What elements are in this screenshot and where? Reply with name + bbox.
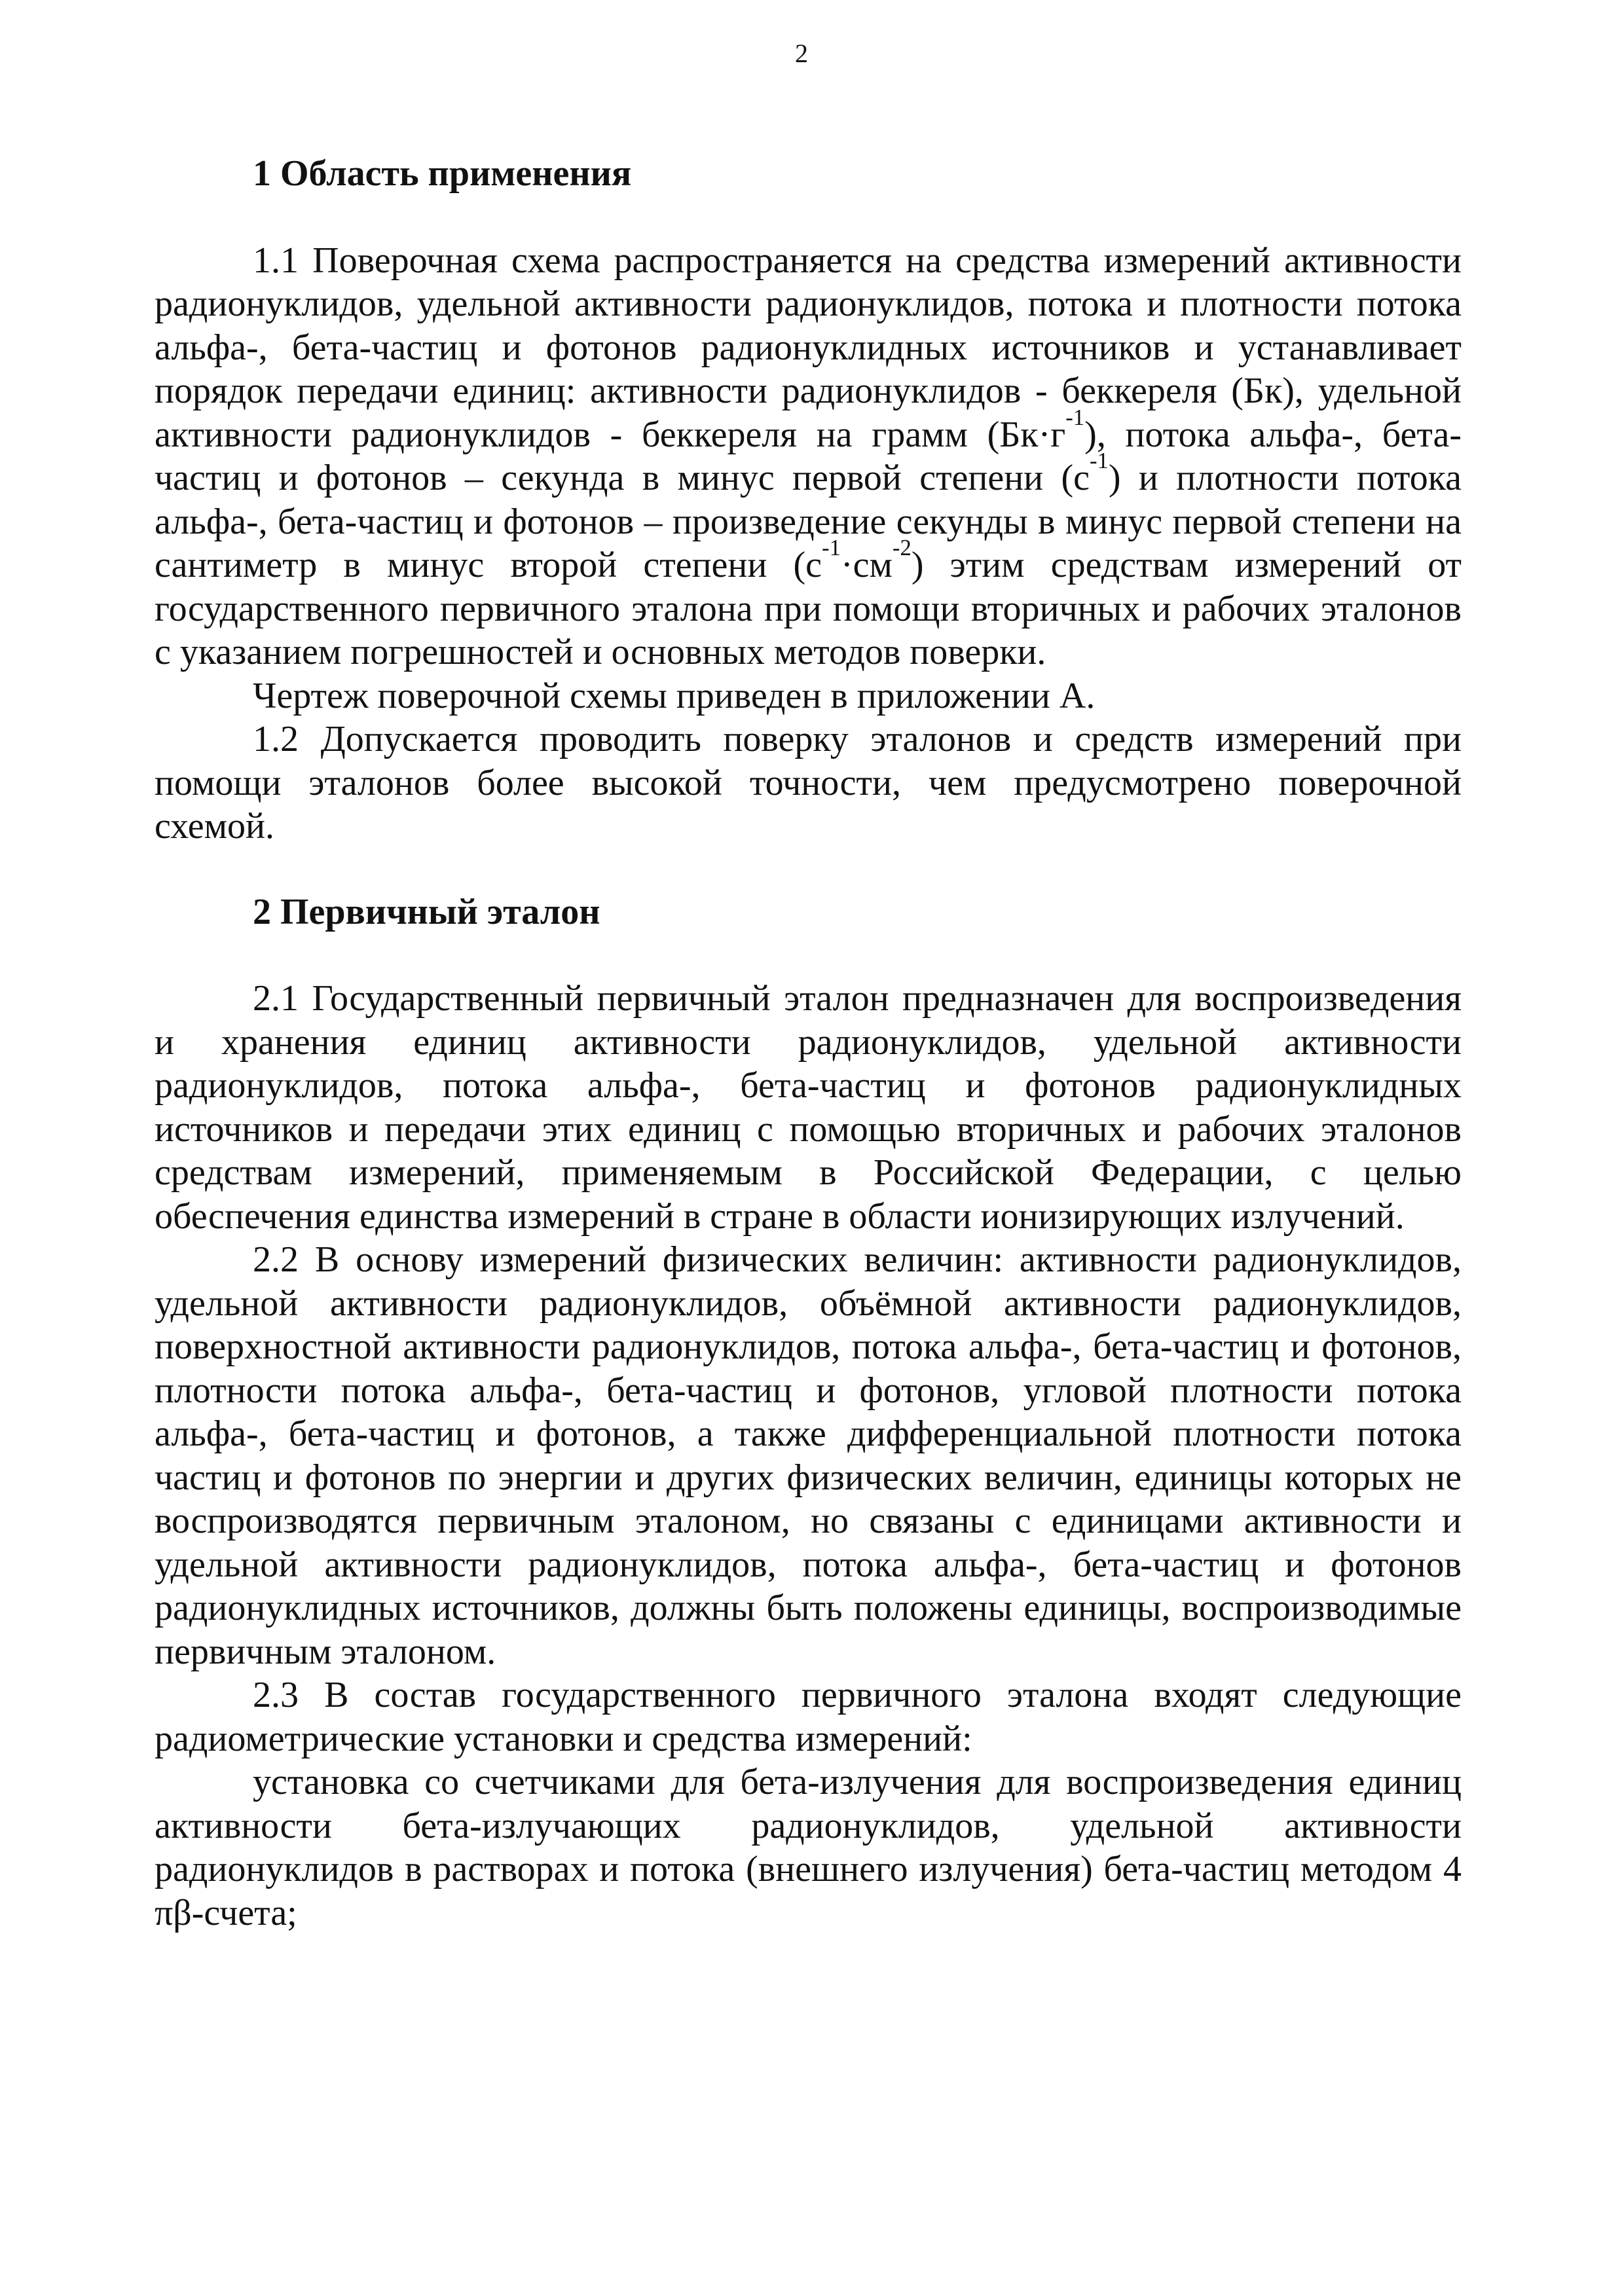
paragraph-1-1-text-b: ), потока альфа-, бета-частиц и фотонов – секунда в минус первой степени (с	[155, 414, 1462, 498]
paragraph-2-3: 2.3 В состав государственного первичного эталона входят следующие радиометрические установки и средства измерений:	[155, 1675, 1462, 1759]
section-1-heading: 1 Область применения	[253, 153, 632, 194]
superscript-cm-exp: -2	[892, 535, 912, 561]
paragraph-1-1-text-d: ·см	[840, 545, 893, 585]
paragraph-1-1-text-a: 1.1 Поверочная схема распространяется на средства измерений активности радионуклидов, удельной активности радионуклидов, потока и плотности потока альфа-, бета-частиц и фотонов радионуклидных источников и устанавливает порядок передачи единиц: активности радионуклидов - беккереля (Бк), удельной активности радионуклидов - беккереля на грамм (Бк·г	[155, 240, 1462, 455]
paragraph-1-2: 1.2 Допускается проводить поверку эталонов и средств измерений при помощи эталонов более высокой точности, чем предусмотрено поверочной схемой.	[155, 719, 1462, 847]
superscript-s-exp-2: -1	[822, 535, 841, 561]
paragraph-2-1: 2.1 Государственный первичный эталон предназначен для воспроизведения и хранения единиц активности радионуклидов, удельной активности радионуклидов, потока альфа-, бета-частиц и фотонов радионуклидных источников и передачи этих единиц с помощью вторичных и рабочих эталонов средствам измерений, применяемым в Российской Федерации, с целью обеспечения единства измерений в стране в области ионизирующих излучений.	[155, 978, 1462, 1237]
page-content	[155, 152, 1462, 1935]
paragraph-2-2: 2.2 В основу измерений физических величин: активности радионуклидов, удельной активности радионуклидов, объёмной активности радионуклидов, поверхностной активности радионуклидов, потока альфа-, бета-частиц и фотонов, плотности потока альфа-, бета-частиц и фотонов, угловой плотности потока альфа-, бета-частиц и фотонов, а также дифференциальной плотности потока частиц и фотонов по энергии и других физических величин, единицы которых не воспроизводятся первичным эталоном, но связаны с единицами активности и удельной активности радионуклидов, потока альфа-, бета-частиц и фотонов радионуклидных источников, должны быть положены единицы, воспроизводимые первичным эталоном.	[155, 1239, 1462, 1672]
paragraph-installation: установка со счетчиками для бета-излучения для воспроизведения единиц активности бета-излучающих радионуклидов, удельной активности радионуклидов в растворах и потока (внешнего излучения) бета-частиц методом 4 πβ-счета;	[155, 1762, 1462, 1933]
paragraph-1-1-text-c: ) и плотности потока альфа-, бета-частиц и фотонов – произведение секунды в минус первой степени на сантиметр в минус второй степени (с	[155, 458, 1462, 585]
section-2-heading: 2 Первичный эталон	[253, 891, 600, 932]
paragraph-1-1	[155, 239, 1462, 674]
superscript-g-exp: -1	[1065, 404, 1085, 430]
superscript-s-exp: -1	[1089, 448, 1109, 474]
paragraph-1-1-text-e: ) этим средствам измерений от государственного первичного эталона при помощи вторичных и рабочих эталонов с указанием погрешностей и основных методов поверки.	[155, 545, 1462, 672]
page-number: 2	[795, 39, 808, 68]
paragraph-drawing-note: Чертеж поверочной схемы приведен в приложении А.	[253, 675, 1096, 716]
